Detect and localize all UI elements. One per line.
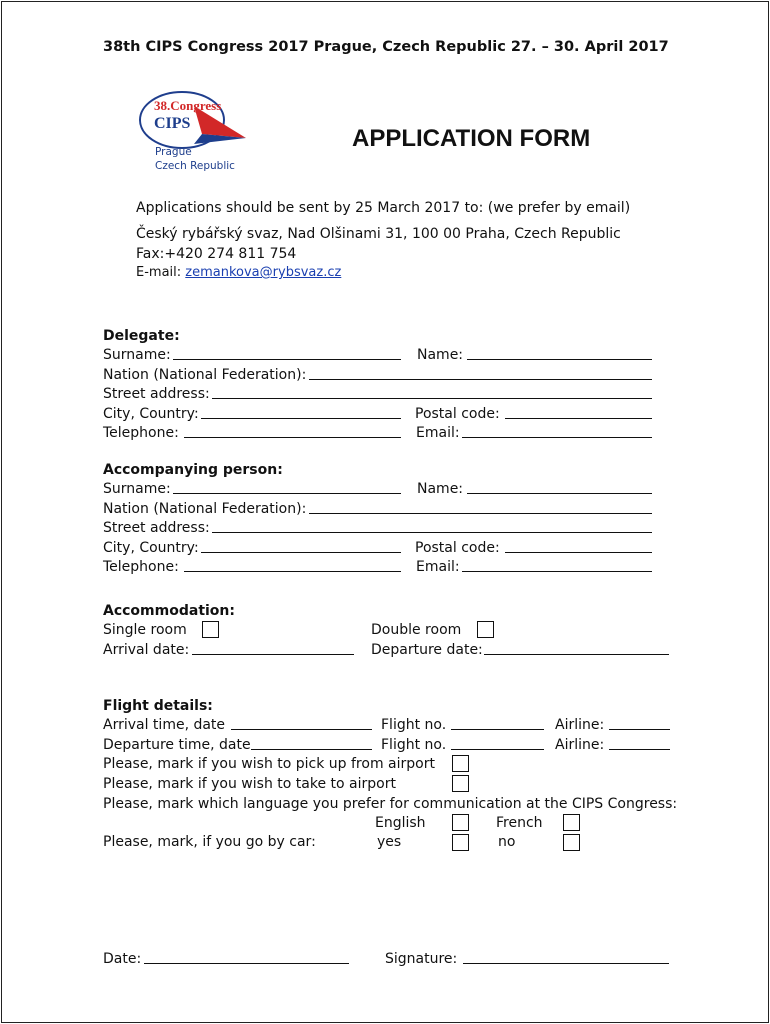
delegate-name-label: Name: <box>417 347 464 363</box>
logo-city: Prague <box>155 146 192 158</box>
arrival-time-label: Arrival time, date <box>103 717 226 733</box>
date-field[interactable] <box>144 963 349 964</box>
arrival-airline-label: Airline: <box>555 717 605 733</box>
arrival-flight-no-field[interactable] <box>451 729 544 730</box>
accompanying-surname-field[interactable] <box>173 493 401 494</box>
application-form-page <box>1 1 769 1023</box>
french-checkbox[interactable] <box>563 814 580 831</box>
car-no-label: no <box>498 834 516 850</box>
form-title: APPLICATION FORM <box>352 125 591 152</box>
arrival-date-field[interactable] <box>192 654 354 655</box>
pickup-checkbox[interactable] <box>452 755 469 772</box>
logo-country: Czech Republic <box>155 160 235 172</box>
delegate-street-field[interactable] <box>212 398 652 399</box>
arrival-airline-field[interactable] <box>609 729 670 730</box>
delegate-surname-field[interactable] <box>173 359 401 360</box>
fax-line: Fax:+420 274 811 754 <box>136 246 297 262</box>
accompanying-postal-label: Postal code: <box>415 540 500 556</box>
accompanying-name-field[interactable] <box>467 493 652 494</box>
single-room-label: Single room <box>103 622 187 638</box>
accompanying-email-label: Email: <box>416 559 460 575</box>
car-yes-checkbox[interactable] <box>452 834 469 851</box>
accompanying-name-label: Name: <box>417 481 464 497</box>
email-label: E-mail: <box>136 265 186 280</box>
departure-date-label: Departure date: <box>371 642 483 658</box>
departure-date-field[interactable] <box>484 654 669 655</box>
logo-top-text: 38.Congress <box>154 98 222 113</box>
arrival-flight-no-label: Flight no. <box>381 717 447 733</box>
delegate-street-label: Street address: <box>103 386 210 402</box>
french-label: French <box>496 815 543 831</box>
accompanying-nation-label: Nation (National Federation): <box>103 501 307 517</box>
language-label: Please, mark which language you prefer for communication at the CIPS Congress: <box>103 796 678 812</box>
accompanying-telephone-label: Telephone: <box>103 559 179 575</box>
cips-logo <box>136 84 248 176</box>
departure-flight-no-field[interactable] <box>451 749 544 750</box>
accompanying-street-label: Street address: <box>103 520 210 536</box>
pickup-label: Please, mark if you wish to pick up from airport <box>103 756 435 772</box>
accompanying-email-field[interactable] <box>462 571 652 572</box>
signature-field[interactable] <box>463 963 669 964</box>
intro-line: Applications should be sent by 25 March 2017 to: (we prefer by email) <box>136 200 631 216</box>
english-checkbox[interactable] <box>452 814 469 831</box>
date-label: Date: <box>103 951 142 967</box>
departure-time-field[interactable] <box>251 749 372 750</box>
signature-label: Signature: <box>385 951 458 967</box>
email-link[interactable]: zemankova@rybsvaz.cz <box>185 265 342 280</box>
delegate-city-field[interactable] <box>201 418 401 419</box>
car-yes-label: yes <box>377 834 402 850</box>
logo-main-text: CIPS <box>154 115 191 132</box>
departure-airline-label: Airline: <box>555 737 605 753</box>
delegate-email-label: Email: <box>416 425 460 441</box>
delegate-heading: Delegate: <box>103 328 180 344</box>
delegate-postal-label: Postal code: <box>415 406 500 422</box>
take-label: Please, mark if you wish to take to airport <box>103 776 396 792</box>
arrival-date-label: Arrival date: <box>103 642 190 658</box>
accompanying-nation-field[interactable] <box>309 513 652 514</box>
accompanying-surname-label: Surname: <box>103 481 171 497</box>
accompanying-heading: Accompanying person: <box>103 462 283 478</box>
delegate-telephone-label: Telephone: <box>103 425 179 441</box>
address-line: Český rybářský svaz, Nad Olšinami 31, 100 00 Praha, Czech Republic <box>136 226 621 242</box>
congress-header: 38th CIPS Congress 2017 Prague, Czech Republic 27. – 30. April 2017 <box>103 39 669 55</box>
delegate-surname-label: Surname: <box>103 347 171 363</box>
accompanying-postal-field[interactable] <box>505 552 652 553</box>
delegate-city-label: City, Country: <box>103 406 199 422</box>
double-room-checkbox[interactable] <box>477 621 494 638</box>
departure-airline-field[interactable] <box>609 749 670 750</box>
delegate-email-field[interactable] <box>462 437 652 438</box>
accommodation-heading: Accommodation: <box>103 603 235 619</box>
departure-flight-no-label: Flight no. <box>381 737 447 753</box>
delegate-telephone-field[interactable] <box>184 437 401 438</box>
departure-time-label: Departure time, date <box>103 737 251 753</box>
delegate-name-field[interactable] <box>467 359 652 360</box>
delegate-nation-field[interactable] <box>309 379 652 380</box>
car-no-checkbox[interactable] <box>563 834 580 851</box>
accompanying-street-field[interactable] <box>212 532 652 533</box>
take-checkbox[interactable] <box>452 775 469 792</box>
single-room-checkbox[interactable] <box>202 621 219 638</box>
arrival-time-field[interactable] <box>231 729 372 730</box>
flight-heading: Flight details: <box>103 698 213 714</box>
car-label: Please, mark, if you go by car: <box>103 834 316 850</box>
accompanying-city-label: City, Country: <box>103 540 199 556</box>
double-room-label: Double room <box>371 622 462 638</box>
accompanying-city-field[interactable] <box>201 552 401 553</box>
delegate-nation-label: Nation (National Federation): <box>103 367 307 383</box>
email-line <box>136 266 341 279</box>
delegate-postal-field[interactable] <box>505 418 652 419</box>
english-label: English <box>375 815 426 831</box>
accompanying-telephone-field[interactable] <box>184 571 401 572</box>
